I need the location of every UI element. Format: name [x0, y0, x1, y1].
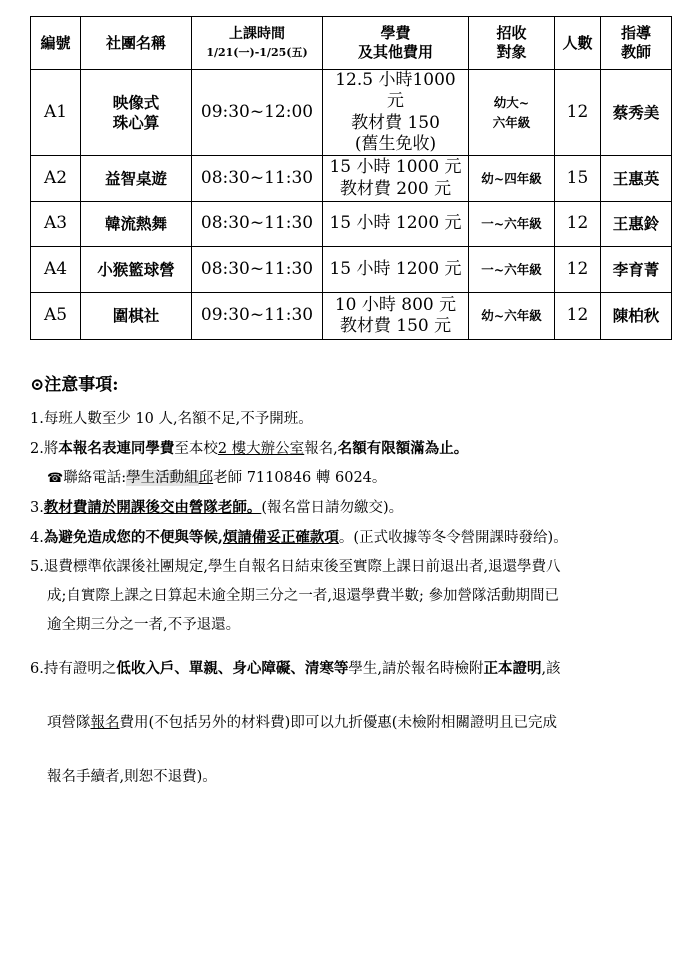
cell-count: 12 — [555, 202, 601, 247]
note-3: 3.教材費請於開課後交由營隊老師。(報名當日請勿繳交)。 — [30, 499, 404, 516]
note-6: 6.持有證明之低收入戶、單親、身心障礙、清寒等學生,請於報名時檢附正本證明,該 — [30, 660, 561, 677]
cell-count: 15 — [555, 156, 601, 202]
cell-teacher: 王惠鈴 — [601, 202, 672, 247]
header-time: 上課時間 1/21(一)-1/25(五) — [192, 17, 323, 70]
cell-teacher: 王惠英 — [601, 156, 672, 202]
contact-line: ☎聯絡電話:學生活動組邱老師 7110846 轉 6024。 — [30, 464, 680, 493]
header-code: 編號 — [31, 17, 81, 70]
cell-target: 幼大~ 六年級 — [469, 70, 555, 156]
cell-target: 幼~六年級 — [469, 293, 555, 340]
table-row — [31, 247, 672, 293]
note-5: 5.退費標準依課後社團規定,學生自報名日結束後至實際上課日前退出者,退還學費八 — [30, 559, 561, 575]
table-row — [31, 293, 672, 340]
cell-count: 12 — [555, 70, 601, 156]
cell-code: A5 — [31, 293, 81, 340]
club-schedule-table — [30, 16, 672, 340]
cell-time: 08:30~11:30 — [192, 247, 323, 293]
cell-target: 幼~四年級 — [469, 156, 555, 202]
notes-section — [30, 370, 680, 802]
note-6-line-2: 項營隊報名費用(不包括另外的材料費)即可以九折優惠(未檢附相關證明且已完成 — [47, 715, 557, 731]
table-row — [31, 156, 672, 202]
note-6-line-3: 報名手續者,則恕不退費)。 — [47, 769, 217, 785]
cell-count: 12 — [555, 247, 601, 293]
cell-club: 益智桌遊 — [81, 156, 192, 202]
cell-fee: 12.5 小時1000 元 教材費 150 (舊生免收) — [323, 70, 469, 156]
note-2: 2.將本報名表連同學費至本校2 樓大辦公室報名,名額有限額滿為止。 — [30, 440, 469, 457]
header-club: 社團名稱 — [81, 17, 192, 70]
note-1: 1.每班人數至少 10 人,名額不足,不予開班。 — [30, 411, 313, 427]
phone-icon: ☎ — [47, 471, 64, 486]
notes-title: ⊙注意事項: — [30, 375, 119, 395]
cell-fee: 15 小時 1200 元 — [323, 247, 469, 293]
cell-code: A3 — [31, 202, 81, 247]
table-row — [31, 70, 672, 156]
cell-code: A4 — [31, 247, 81, 293]
note-4: 4.為避免造成您的不便與等候,煩請備妥正確款項。(正式收據等冬令營開課時發给)。 — [30, 529, 568, 546]
cell-code: A2 — [31, 156, 81, 202]
note-5-line-3: 逾全期三分之一者,不予退還。 — [47, 617, 241, 633]
cell-club: 圍棋社 — [81, 293, 192, 340]
header-teacher: 指導 教師 — [601, 17, 672, 70]
cell-teacher: 蔡秀美 — [601, 70, 672, 156]
cell-fee: 15 小時 1000 元 教材費 200 元 — [323, 156, 469, 202]
cell-time: 09:30~12:00 — [192, 70, 323, 156]
header-target: 招收 對象 — [469, 17, 555, 70]
cell-teacher: 李育菁 — [601, 247, 672, 293]
cell-fee: 15 小時 1200 元 — [323, 202, 469, 247]
cell-teacher: 陳柏秋 — [601, 293, 672, 340]
cell-count: 12 — [555, 293, 601, 340]
cell-time: 09:30~11:30 — [192, 293, 323, 340]
cell-fee: 10 小時 800 元 教材費 150 元 — [323, 293, 469, 340]
cell-club: 韓流熱舞 — [81, 202, 192, 247]
table-header-row — [31, 17, 672, 70]
cell-club: 映像式 珠心算 — [81, 70, 192, 156]
header-fee: 學費 及其他費用 — [323, 17, 469, 70]
note-5-line-2: 成;自實際上課之日算起未逾全期三分之一者,退還學費半數; 參加營隊活動期間已 — [47, 588, 559, 604]
header-count: 人數 — [555, 17, 601, 70]
cell-club: 小猴籃球營 — [81, 247, 192, 293]
cell-time: 08:30~11:30 — [192, 156, 323, 202]
cell-target: 一~六年級 — [469, 202, 555, 247]
cell-time: 08:30~11:30 — [192, 202, 323, 247]
cell-target: 一~六年級 — [469, 247, 555, 293]
table-row — [31, 202, 672, 247]
cell-code: A1 — [31, 70, 81, 156]
